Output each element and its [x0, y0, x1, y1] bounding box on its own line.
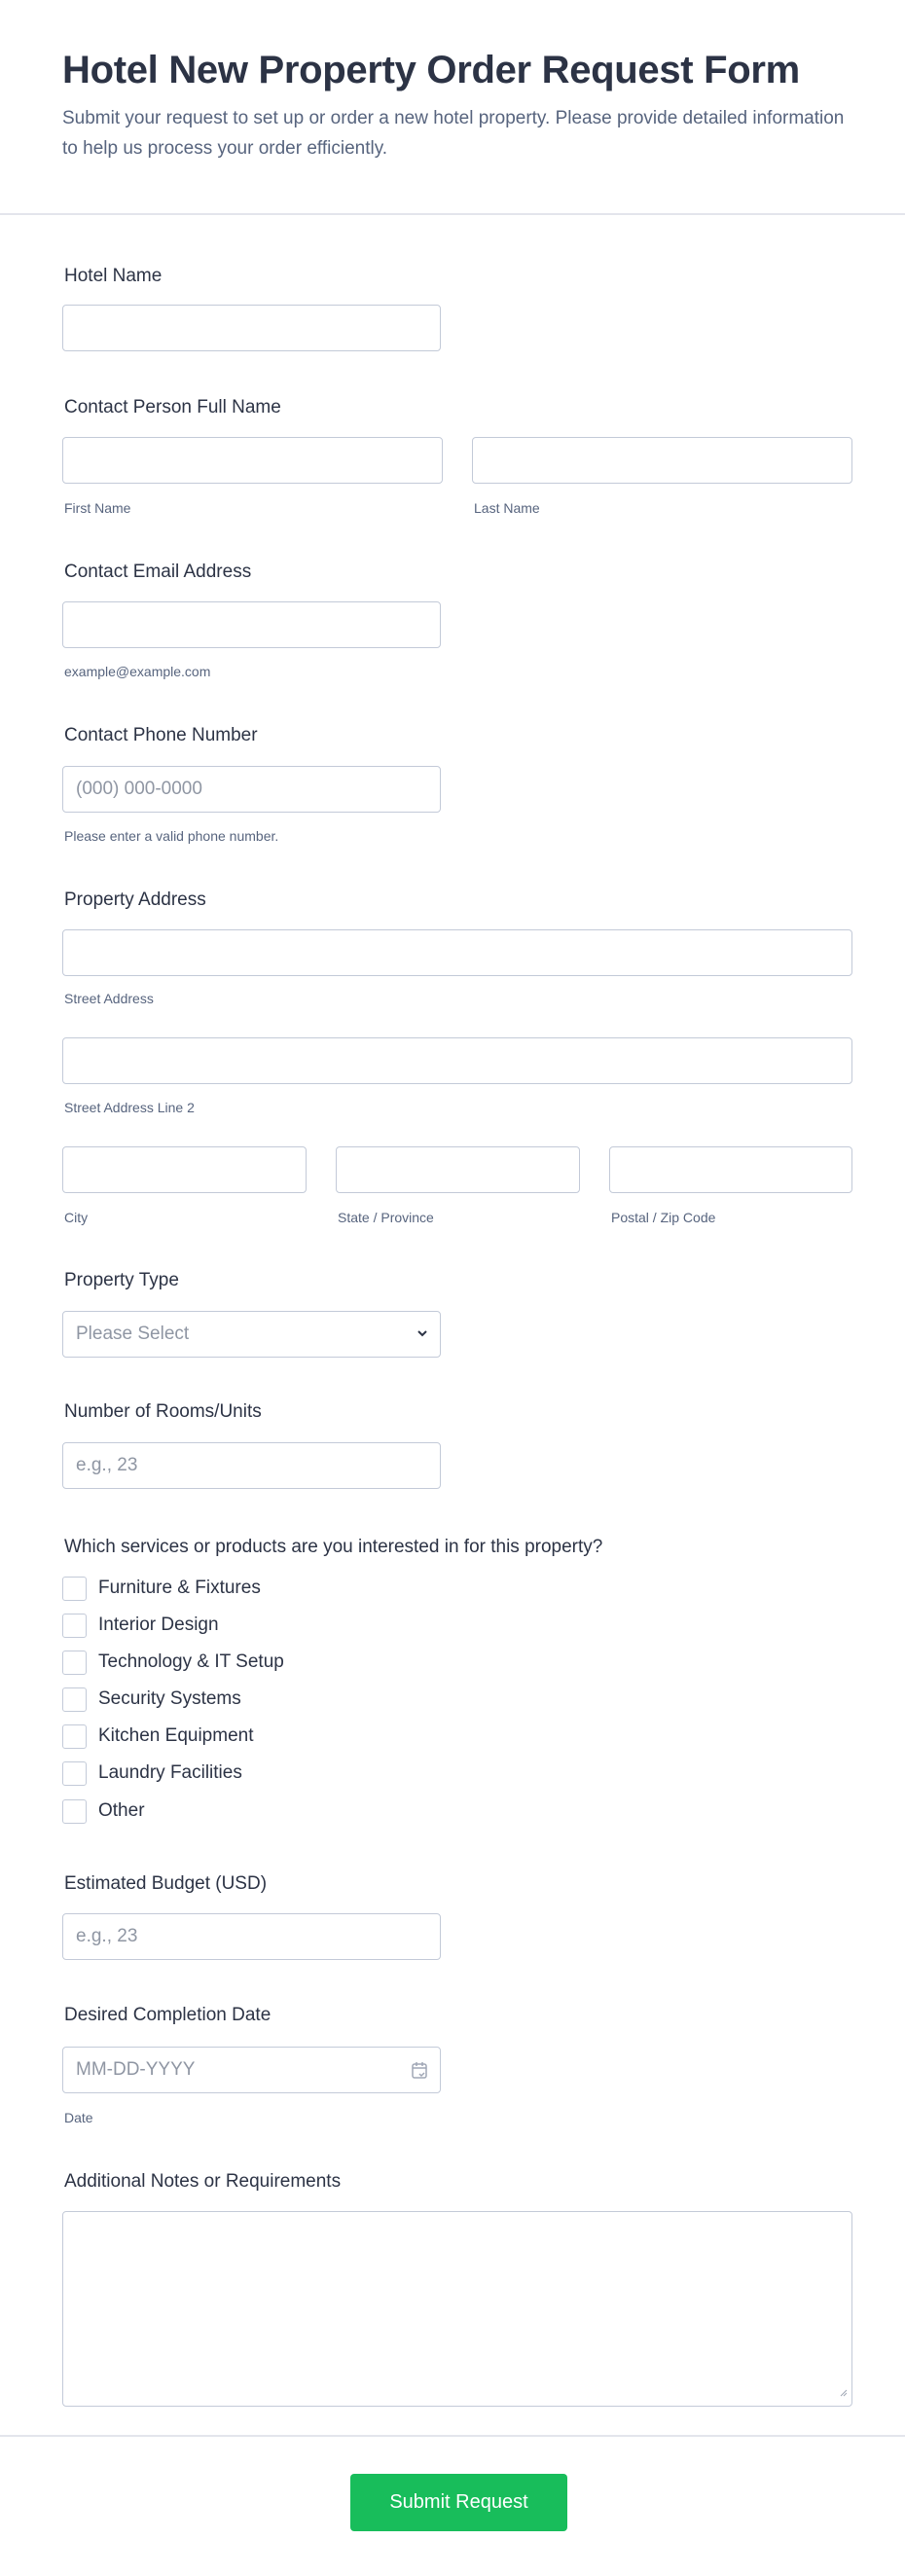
budget-input[interactable] — [62, 1913, 441, 1960]
checkbox-laundry[interactable] — [62, 1761, 87, 1786]
phone-placeholder: (000) 000-0000 — [76, 779, 202, 799]
date-placeholder: MM-DD-YYYY — [76, 2059, 196, 2080]
checkbox-kitchen[interactable] — [62, 1724, 87, 1749]
calendar-icon[interactable] — [411, 2060, 428, 2086]
rooms-placeholder: e.g., 23 — [76, 1455, 138, 1475]
state-input[interactable] — [336, 1146, 580, 1193]
last-name-sublabel: Last Name — [474, 500, 540, 516]
date-sublabel: Date — [64, 2110, 93, 2125]
checkbox-security[interactable] — [62, 1687, 87, 1712]
email-input[interactable] — [62, 601, 441, 648]
zip-sublabel: Postal / Zip Code — [611, 1210, 716, 1225]
checkbox-label: Laundry Facilities — [98, 1762, 242, 1783]
last-name-input[interactable] — [472, 437, 852, 484]
date-label: Desired Completion Date — [64, 2005, 272, 2025]
form-title: Hotel New Property Order Request Form — [62, 49, 800, 91]
hotel-name-input[interactable] — [62, 305, 441, 351]
submit-button[interactable]: Submit Request — [350, 2474, 567, 2531]
contact-name-label: Contact Person Full Name — [64, 397, 281, 417]
checkbox-label: Security Systems — [98, 1688, 241, 1709]
rooms-input[interactable] — [62, 1442, 441, 1489]
services-label: Which services or products are you interested in for this property? — [64, 1537, 603, 1557]
first-name-sublabel: First Name — [64, 500, 131, 516]
zip-input[interactable] — [609, 1146, 852, 1193]
checkbox-furniture[interactable] — [62, 1577, 87, 1601]
address-label: Property Address — [64, 889, 206, 910]
resize-handle-icon[interactable] — [840, 2381, 848, 2403]
checkbox-technology[interactable] — [62, 1651, 87, 1675]
email-sublabel: example@example.com — [64, 664, 211, 679]
header-divider — [0, 213, 905, 215]
notes-textarea[interactable] — [62, 2211, 852, 2407]
rooms-label: Number of Rooms/Units — [64, 1401, 262, 1422]
budget-placeholder: e.g., 23 — [76, 1926, 138, 1946]
checkbox-label: Interior Design — [98, 1615, 219, 1635]
checkbox-label: Technology & IT Setup — [98, 1651, 284, 1672]
street-address-input[interactable] — [62, 929, 852, 976]
street-address-2-sublabel: Street Address Line 2 — [64, 1100, 195, 1115]
email-label: Contact Email Address — [64, 562, 252, 582]
street-address-2-input[interactable] — [62, 1037, 852, 1084]
first-name-input[interactable] — [62, 437, 443, 484]
checkbox-other[interactable] — [62, 1799, 87, 1824]
property-type-value: Please Select — [76, 1324, 190, 1344]
form-subtitle: Submit your request to set up or order a new hotel property. Please provide detailed information to help us process your order efficiently. — [62, 108, 845, 159]
checkbox-label: Furniture & Fixtures — [98, 1578, 261, 1598]
notes-label: Additional Notes or Requirements — [64, 2171, 342, 2192]
city-sublabel: City — [64, 1210, 89, 1225]
footer-divider — [0, 2435, 905, 2437]
property-type-select[interactable] — [62, 1311, 441, 1358]
checkbox-interior-design[interactable] — [62, 1614, 87, 1638]
hotel-name-label: Hotel Name — [64, 266, 163, 286]
state-sublabel: State / Province — [338, 1210, 434, 1225]
checkbox-label: Kitchen Equipment — [98, 1725, 254, 1746]
phone-label: Contact Phone Number — [64, 725, 258, 745]
budget-label: Estimated Budget (USD) — [64, 1873, 268, 1894]
chevron-down-icon — [416, 1325, 428, 1341]
phone-sublabel: Please enter a valid phone number. — [64, 828, 279, 844]
city-input[interactable] — [62, 1146, 307, 1193]
checkbox-label: Other — [98, 1800, 145, 1821]
date-input[interactable] — [62, 2047, 441, 2093]
property-type-label: Property Type — [64, 1270, 179, 1290]
street-address-sublabel: Street Address — [64, 991, 154, 1006]
phone-input[interactable] — [62, 766, 441, 813]
